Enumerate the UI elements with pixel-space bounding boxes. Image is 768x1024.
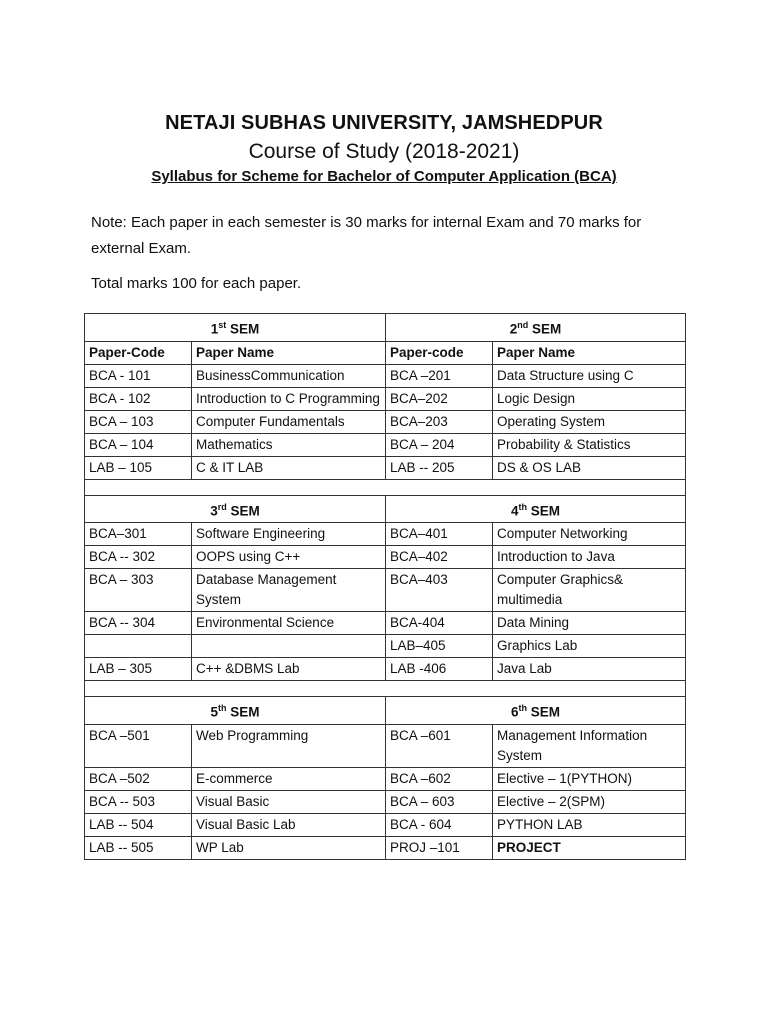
paper-code-cell: BCA - 604	[386, 813, 493, 836]
paper-code-cell: BCA – 204	[386, 433, 493, 456]
semester-heading-right	[386, 314, 686, 342]
paper-name-cell: Visual Basic	[192, 790, 386, 813]
paper-code-cell: BCA–402	[386, 546, 493, 569]
syllabus-table	[84, 313, 686, 860]
paper-name-cell: Visual Basic Lab	[192, 813, 386, 836]
paper-code-cell: LAB -- 504	[85, 813, 192, 836]
table-row	[85, 635, 686, 658]
semester-number: 4	[510, 503, 519, 518]
total-marks-note: Total marks 100 for each paper.	[91, 275, 302, 292]
semester-heading-right	[386, 697, 686, 725]
table-row	[85, 836, 686, 859]
paper-name-cell: Computer Graphics& multimedia	[493, 569, 686, 612]
paper-name-cell: WP Lab	[192, 836, 386, 859]
paper-code-cell: BCA - 101	[85, 364, 192, 387]
paper-name-cell: Operating System	[493, 410, 686, 433]
paper-name-cell: Graphics Lab	[493, 635, 686, 658]
semester-header-row	[85, 495, 686, 523]
table-row	[85, 546, 686, 569]
paper-name-cell: Data Mining	[493, 612, 686, 635]
semester-heading-left	[85, 495, 386, 523]
table-row	[85, 433, 686, 456]
paper-name-cell: OOPS using C++	[192, 546, 386, 569]
table-row	[85, 364, 686, 387]
paper-name-cell: Introduction to C Programming	[192, 387, 386, 410]
paper-code-cell: BCA – 103	[85, 410, 192, 433]
paper-code-cell: LAB – 105	[85, 456, 192, 479]
paper-name-cell: Database Management System	[192, 569, 386, 612]
paper-code-cell: BCA–203	[386, 410, 493, 433]
table-row	[85, 767, 686, 790]
syllabus-table-body	[85, 314, 686, 860]
table-spacer-row	[85, 681, 686, 697]
paper-name-cell: DS & OS LAB	[493, 456, 686, 479]
column-header: Paper Name	[192, 341, 386, 364]
paper-name-cell: C & IT LAB	[192, 456, 386, 479]
semester-label: SEM	[530, 704, 561, 720]
semester-header-row	[85, 314, 686, 342]
paper-name-cell: Probability & Statistics	[493, 433, 686, 456]
column-header: Paper-code	[386, 341, 493, 364]
semester-ordinal-suffix: nd	[517, 320, 529, 330]
semester-heading-right	[386, 495, 686, 523]
paper-name-cell	[192, 635, 386, 658]
course-title: Course of Study (2018-2021)	[248, 140, 520, 163]
paper-code-cell: BCA – 104	[85, 433, 192, 456]
column-header: Paper Name	[493, 341, 686, 364]
table-row	[85, 813, 686, 836]
semester-ordinal-suffix: rd	[217, 501, 227, 512]
table-row	[85, 612, 686, 635]
semester-number: 2	[509, 321, 518, 337]
paper-code-cell: BCA -- 503	[85, 790, 192, 813]
paper-code-cell: BCA – 603	[386, 790, 493, 813]
paper-code-cell: LAB -406	[386, 658, 493, 681]
table-row	[85, 724, 686, 767]
paper-name-cell: Software Engineering	[192, 523, 386, 546]
paper-code-cell	[85, 635, 192, 658]
paper-code-cell: BCA-404	[386, 612, 493, 635]
paper-code-cell: BCA –602	[386, 767, 493, 790]
paper-name-cell: C++ &DBMS Lab	[192, 658, 386, 681]
paper-name-cell: Web Programming	[192, 724, 386, 767]
paper-name-cell: Elective – 2(SPM)	[493, 790, 686, 813]
semester-label: SEM	[530, 503, 561, 518]
paper-name-cell: Introduction to Java	[493, 546, 686, 569]
paper-code-cell: PROJ –101	[386, 836, 493, 859]
semester-label: SEM	[230, 704, 260, 720]
table-row	[85, 569, 686, 612]
paper-code-cell: LAB -- 505	[85, 836, 192, 859]
paper-code-cell: BCA –501	[85, 724, 192, 767]
semester-number: 3	[210, 503, 218, 518]
paper-code-cell: BCA -- 302	[85, 546, 192, 569]
semester-ordinal-suffix: th	[518, 501, 527, 512]
university-title: NETAJI SUBHAS UNIVERSITY, JAMSHEDPUR	[165, 112, 603, 134]
paper-name-cell: Java Lab	[493, 658, 686, 681]
semester-label: SEM	[532, 321, 562, 337]
table-spacer-row	[85, 479, 686, 495]
table-row	[85, 790, 686, 813]
column-header-row	[85, 341, 686, 364]
paper-code-cell: BCA–403	[386, 569, 493, 612]
paper-name-cell: Management Information System	[493, 724, 686, 767]
paper-code-cell: BCA–301	[85, 523, 192, 546]
paper-name-cell: BusinessCommunication	[192, 364, 386, 387]
paper-code-cell: BCA –201	[386, 364, 493, 387]
spacer-cell	[85, 479, 686, 495]
paper-name-cell: E-commerce	[192, 767, 386, 790]
table-row	[85, 387, 686, 410]
paper-code-cell: LAB -- 205	[386, 456, 493, 479]
paper-code-cell: BCA –601	[386, 724, 493, 767]
paper-name-cell: Computer Fundamentals	[192, 410, 386, 433]
paper-name-cell: Environmental Science	[192, 612, 386, 635]
paper-code-cell: BCA–202	[386, 387, 493, 410]
scheme-title: Syllabus for Scheme for Bachelor of Computer Application (BCA)	[151, 168, 617, 185]
semester-label: SEM	[230, 503, 260, 518]
table-row	[85, 456, 686, 479]
paper-code-cell: BCA – 303	[85, 569, 192, 612]
column-header: Paper-Code	[85, 341, 192, 364]
semester-ordinal-suffix: th	[217, 703, 227, 713]
table-row	[85, 410, 686, 433]
semester-number: 5	[210, 704, 218, 720]
table-row	[85, 658, 686, 681]
paper-name-cell: Logic Design	[493, 387, 686, 410]
table-row	[85, 523, 686, 546]
paper-name-cell: Mathematics	[192, 433, 386, 456]
paper-name-cell: PYTHON LAB	[493, 813, 686, 836]
semester-number: 6	[510, 704, 519, 720]
semester-number: 1	[210, 321, 219, 337]
paper-name-cell: Elective – 1(PYTHON)	[493, 767, 686, 790]
paper-code-cell: BCA–401	[386, 523, 493, 546]
spacer-cell	[85, 681, 686, 697]
semester-header-row	[85, 697, 686, 725]
paper-code-cell: BCA - 102	[85, 387, 192, 410]
semester-ordinal-suffix: st	[218, 320, 227, 330]
paper-code-cell: BCA –502	[85, 767, 192, 790]
semester-heading-left	[85, 314, 386, 342]
semester-heading-left	[85, 697, 386, 725]
semester-ordinal-suffix: th	[518, 703, 527, 713]
paper-name-cell: PROJECT	[493, 836, 686, 859]
paper-code-cell: LAB – 305	[85, 658, 192, 681]
exam-note: Note: Each paper in each semester is 30 marks for internal Exam and 70 marks for external Exam.	[91, 214, 642, 257]
paper-name-cell: Data Structure using C	[493, 364, 686, 387]
paper-code-cell: LAB–405	[386, 635, 493, 658]
semester-label: SEM	[230, 321, 260, 337]
paper-code-cell: BCA -- 304	[85, 612, 192, 635]
paper-name-cell: Computer Networking	[493, 523, 686, 546]
